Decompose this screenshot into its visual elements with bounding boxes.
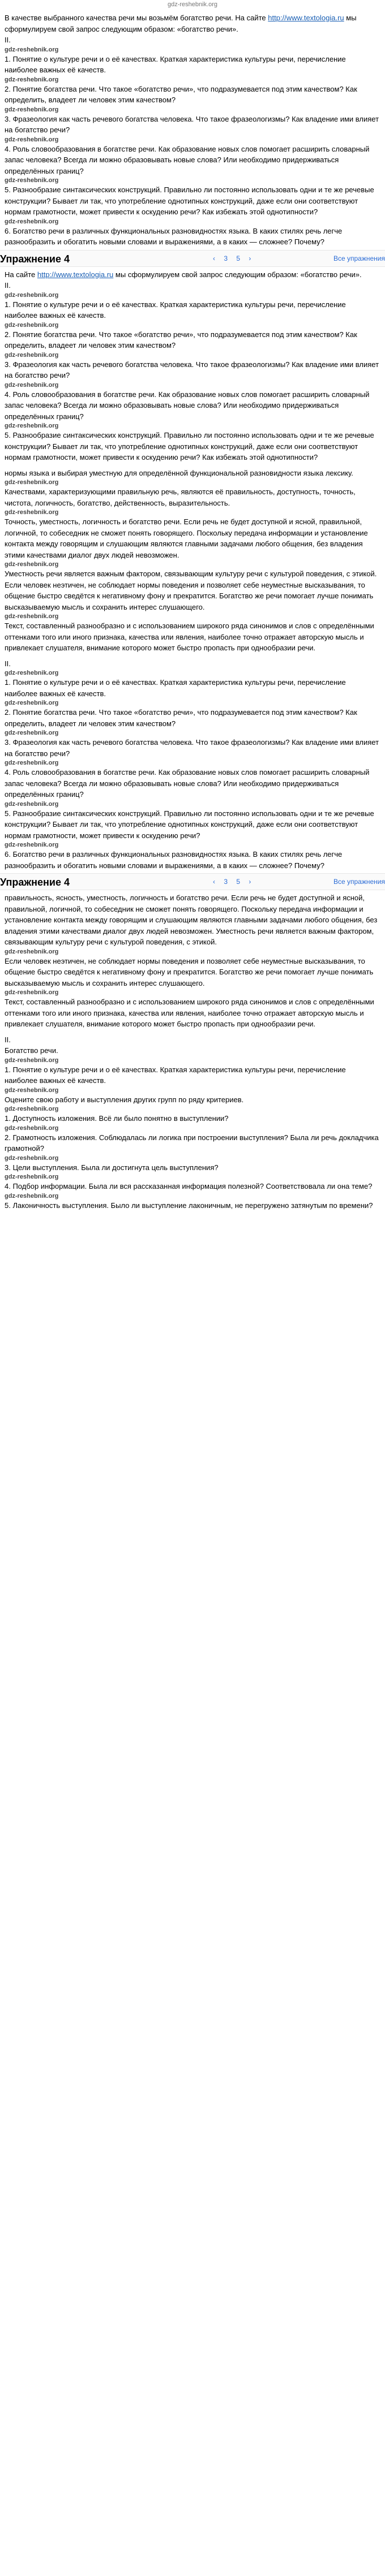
textologia-link[interactable]: http://www.textologia.ru: [37, 270, 114, 279]
list-item: 4. Роль словообразования в богатстве речи. Как образование новых слов помогает расширить словарный запас человека? Всегда ли можно образовывать новые слова? Или необходимо придерживаться определённых границ?: [5, 144, 370, 175]
site-header: gdz-reshebnik.org: [167, 1, 218, 8]
watermark: gdz-reshebnik.org: [5, 948, 59, 955]
next-arrow-icon[interactable]: ›: [249, 878, 251, 886]
body-paragraph: Точность, уместность, логичность и богатство речи. Если речь не будет доступной и ясной, правильной, логичной, то собеседник не сможет понять говорящего. Поскольку передача информации и установление контакта между говорящим и слушающим являются главными задачами любого общения, без владения этими качествами диалог двух людей невозможен.: [5, 517, 368, 559]
exercise-title: Упражнение 4: [0, 877, 70, 888]
body-paragraph: правильность, ясность, уместность, логичность и богатство речи. Если речь не будет доступной и ясной, правильной, логичной, то собеседник не сможет понять говорящего. Поскольку передача информации и установление контакта между говорящим и слушающим являются главными задачами любого общения, без владения этими качествами диалог двух людей невозможен. Уместность речи является важным фактором, связывающим культуру речи с культурой поведения, с этикой.: [5, 894, 378, 946]
roman-numeral: II.: [5, 36, 11, 44]
exercise-nav: [209, 877, 254, 887]
watermark: gdz-reshebnik.org: [5, 700, 59, 706]
list-item: 1. Понятие о культуре речи и о её качествах. Краткая характеристика культуры речи, перечисление наиболее важных её качеств.: [5, 678, 346, 698]
list-item: 3. Фразеология как часть речевого богатства человека. Что такое фразеологизмы? Как владение ими влияет на богатство речи?: [5, 114, 379, 134]
watermark: gdz-reshebnik.org: [5, 1173, 59, 1180]
watermark: gdz-reshebnik.org: [5, 218, 59, 225]
list-item: 6. Богатство речи в различных функциональных разновидностях языка. В каких стилях речь легче разнообразить и обогатить новыми словами и выражениями, а в каких — сложнее? Почему?: [5, 226, 343, 246]
prev-arrow-icon[interactable]: ‹: [213, 254, 215, 262]
exercise-bar: [0, 250, 385, 267]
watermark: gdz-reshebnik.org: [5, 106, 59, 113]
prev-page-link[interactable]: 3: [224, 254, 228, 262]
list-item: 5. Разнообразие синтаксических конструкций. Правильно ли постоянно использовать одни и те же речевые конструкции? Бывает ли так, что употребление однотипных конструкций, даже если они соответствуют нормам грамотности, может привести к оскудению речи? Как избежать этой однотипности?: [5, 431, 374, 461]
subtitle: Богатство речи.: [5, 1046, 58, 1055]
watermark: gdz-reshebnik.org: [5, 730, 59, 736]
list-item: 1. Понятие о культуре речи и о её качествах. Краткая характеристика культуры речи, перечисление наиболее важных её качеств.: [5, 54, 346, 74]
page: [0, 0, 385, 1211]
watermark: gdz-reshebnik.org: [5, 321, 59, 329]
watermark: gdz-reshebnik.org: [5, 381, 59, 389]
roman-numeral: II.: [5, 659, 11, 668]
body-paragraph: Качествами, характеризующими правильную речь, являются её правильность, доступность, точность, чистота, логичность, богатство, действенность, выразительность.: [5, 487, 356, 507]
watermark: gdz-reshebnik.org: [5, 1106, 59, 1112]
body-paragraph: Текст, составленный разнообразно и с использованием широкого ряда синонимов и слов с определёнными оттенками того или иного признака, качества или явления, наиболее точно отражает авторскую мысль и привлекает слушателя, внимание которого может быстро пропасть при однообразии речи.: [5, 998, 374, 1028]
all-exercises-link[interactable]: Все упражнения: [333, 878, 385, 886]
prev-arrow-icon[interactable]: ‹: [213, 878, 215, 886]
list-item: 1. Понятие о культуре речи и о её качествах. Краткая характеристика культуры речи, перечисление наиболее важных её качеств.: [5, 1065, 346, 1085]
list-item: 3. Фразеология как часть речевого богатства человека. Что такое фразеологизмы? Как владение ими влияет на богатство речи?: [5, 360, 379, 379]
exercise-nav: [209, 253, 254, 264]
watermark: gdz-reshebnik.org: [5, 76, 59, 83]
watermark: gdz-reshebnik.org: [5, 46, 59, 53]
list-item: 1. Понятие о культуре речи и о её качествах. Краткая характеристика культуры речи, перечисление наиболее важных её качеств.: [5, 300, 346, 320]
watermark: gdz-reshebnik.org: [5, 670, 59, 676]
watermark: gdz-reshebnik.org: [5, 177, 59, 184]
watermark: gdz-reshebnik.org: [5, 479, 59, 486]
intro-text: В качестве выбранного качества речи мы возьмём богатство речи. На сайте http://www.textologia.ru мы сформулируем свой запрос следующим образом: «богатство речи».: [5, 14, 357, 33]
list-item: 2. Грамотность изложения. Соблюдалась ли логика при построении выступления? Была ли речь докладчика грамотной?: [5, 1133, 379, 1153]
watermark: gdz-reshebnik.org: [5, 351, 59, 359]
list-item: Оцените свою работу и выступления других групп по ряду критериев.: [5, 1095, 244, 1104]
list-item: 2. Понятие богатства речи. Что такое «богатство речи», что подразумевается под этим качеством? Как определить, владеет ли человек этим качеством?: [5, 84, 357, 104]
watermark: gdz-reshebnik.org: [5, 291, 59, 299]
prev-page-link[interactable]: 3: [224, 878, 228, 886]
list-item: 3. Фразеология как часть речевого богатства человека. Что такое фразеологизмы? Как владение ими влияет на богатство речи?: [5, 738, 379, 758]
watermark: gdz-reshebnik.org: [5, 613, 59, 620]
watermark: gdz-reshebnik.org: [5, 136, 59, 143]
exercise-title: Упражнение 4: [0, 253, 70, 265]
watermark: gdz-reshebnik.org: [5, 760, 59, 766]
roman-numeral: II.: [5, 1035, 11, 1044]
watermark: gdz-reshebnik.org: [5, 989, 59, 996]
body-paragraph: Уместность речи является важным фактором, связывающим культуру речи с культурой поведения, с этикой. Если человек неэтичен, не соблюдает нормы поведения и позволяет себе неуместные высказывания, то общение быстро сведётся к негативному фону и прекратится. Богатство же речи помогает лучше понимать высказываемую мысль и сохранить интерес слушающего.: [5, 569, 377, 611]
list-item: 2. Понятие богатства речи. Что такое «богатство речи», что подразумевается под этим качеством? Как определить, владеет ли человек этим качеством?: [5, 708, 357, 728]
list-item: 3. Цели выступления. Была ли достигнута цель выступления?: [5, 1163, 219, 1172]
list-item: 5. Лаконичность выступления. Было ли выступление лаконичным, не перегружено затянутым по времени?: [5, 1201, 373, 1210]
next-page-link[interactable]: 5: [236, 254, 241, 262]
next-page-link[interactable]: 5: [236, 878, 241, 886]
list-item: 4. Роль словообразования в богатстве речи. Как образование новых слов помогает расширить словарный запас человека? Всегда ли можно образовывать новые слова? Или необходимо придерживаться определённых границ?: [5, 768, 370, 799]
next-arrow-icon[interactable]: ›: [249, 254, 251, 262]
watermark: gdz-reshebnik.org: [5, 1086, 59, 1094]
textologia-link[interactable]: http://www.textologia.ru: [268, 14, 344, 22]
watermark: gdz-reshebnik.org: [5, 1192, 59, 1199]
watermark: gdz-reshebnik.org: [5, 1154, 59, 1162]
watermark: gdz-reshebnik.org: [5, 1124, 59, 1132]
body-paragraph: Если человек неэтичен, не соблюдает нормы поведения и позволяет себе неуместные высказывания, то общение быстро сведётся к негативному фону и прекратится. Богатство же речи помогает лучше понимать высказываемую мысль и сохранить интерес слушающего.: [5, 956, 374, 987]
watermark: gdz-reshebnik.org: [5, 509, 59, 516]
list-item: 6. Богатство речи в различных функциональных разновидностях языка. В каких стилях речь легче разнообразить и обогатить новыми словами и выражениями, а в каких — сложнее? Почему?: [5, 850, 343, 870]
roman-numeral: II.: [5, 281, 11, 290]
watermark: gdz-reshebnik.org: [5, 422, 59, 429]
list-item: 4. Подбор информации. Была ли вся рассказанная информация полезной? Соответствовала ли она теме?: [5, 1182, 373, 1190]
intro-text: На сайте http://www.textologia.ru мы сформулируем свой запрос следующим образом: «богатство речи».: [5, 270, 362, 279]
list-item: 1. Доступность изложения. Всё ли было понятно в выступлении?: [5, 1114, 229, 1123]
body-paragraph: Текст, составленный разнообразно и с использованием широкого ряда синонимов и слов с определёнными оттенками того или иного признака, качества или явления, наиболее точно отражает авторскую мысль и привлекает слушателя, внимание которого может быстро пропасть при однообразии речи.: [5, 622, 374, 652]
section-3: [0, 892, 385, 1211]
list-item: 5. Разнообразие синтаксических конструкций. Правильно ли постоянно использовать одни и те же речевые конструкции? Бывает ли так, что употребление однотипных конструкций, даже если они соответствуют нормам грамотности, может привести к оскудению речи?: [5, 809, 374, 840]
list-item: 4. Роль словообразования в богатстве речи. Как образование новых слов помогает расширить словарный запас человека? Всегда ли можно образовывать новые слова? Или необходимо придерживаться определённых границ?: [5, 390, 370, 421]
list-item: 2. Понятие богатства речи. Что такое «богатство речи», что подразумевается под этим качеством? Как определить, владеет ли человек этим качеством?: [5, 330, 357, 349]
exercise-bar: [0, 873, 385, 890]
section-1: [0, 12, 385, 248]
list-item: 5. Разнообразие синтаксических конструкций. Правильно ли постоянно использовать одни и те же речевые конструкции? Бывает ли так, что употребление однотипных конструкций, даже если они соответствуют нормам грамотности, может привести к оскудению речи? Как избежать этой однотипности?: [5, 185, 374, 216]
watermark: gdz-reshebnik.org: [5, 842, 59, 848]
watermark: gdz-reshebnik.org: [5, 1056, 59, 1064]
watermark: gdz-reshebnik.org: [5, 800, 59, 808]
section-2: [0, 269, 385, 871]
body-paragraph: нормы языка и выбирая уместную для определённой функциональной разновидности языка лексику.: [5, 468, 353, 477]
all-exercises-link[interactable]: Все упражнения: [333, 254, 385, 262]
watermark: gdz-reshebnik.org: [5, 561, 59, 568]
